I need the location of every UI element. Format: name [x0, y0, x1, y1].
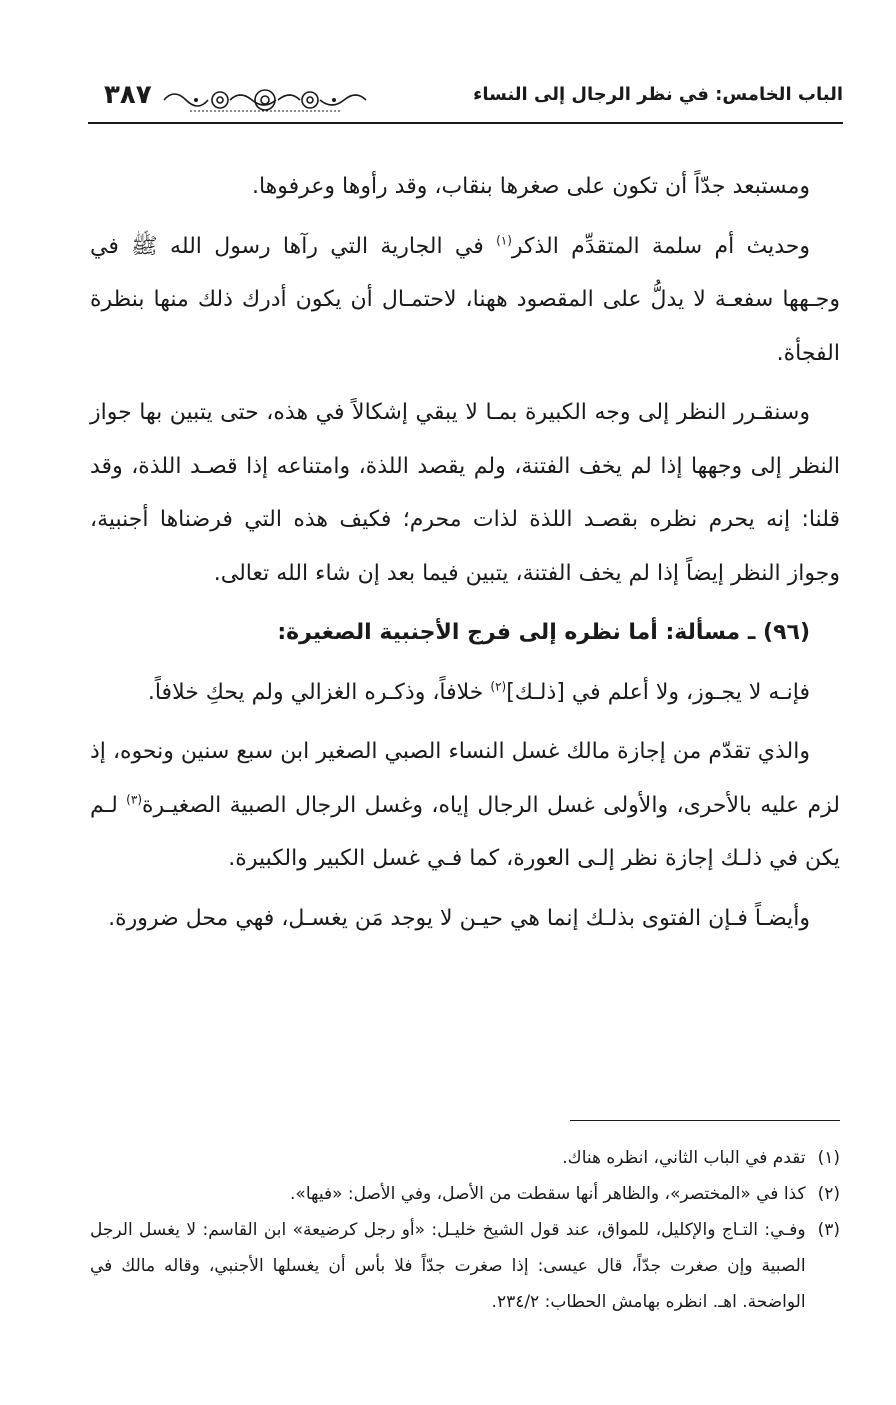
footnote-ref[interactable]: (٢) — [490, 679, 507, 694]
decorative-ornament-icon — [160, 86, 370, 114]
running-header — [88, 72, 843, 132]
footnote-number: (٣) — [817, 1220, 840, 1240]
footnote-text: تقدم في الباب الثاني، انظره هناك. — [562, 1148, 806, 1168]
chapter-title: الباب الخامس: في نظر الرجال إلى النساء — [473, 84, 843, 105]
footnote-text: كذا في «المختصر»، والظاهر أنها سقطت من الأصل، وفي الأصل: «فيها». — [290, 1184, 806, 1204]
footnotes — [90, 1140, 840, 1320]
footnote-item — [90, 1140, 840, 1176]
footnote-number: (١) — [817, 1148, 840, 1168]
paragraph: والذي تقدّم من إجازة مالك غسل النساء الصبي الصغير ابن سبع سنين ونحوه، إذ لزم عليه بالأحرى، والأولى غسل الرجال إياه، وغسل الرجال الصبية الصغيـرة$^{(٣)}$ لـم يكن في ذلـك إجازة نظر إلـى العورة، كما فـي غسل الكبير والكبيرة. — [90, 739, 840, 871]
header-divider — [88, 122, 843, 124]
footnote-number: (٢) — [817, 1184, 840, 1204]
footnote-item — [90, 1212, 840, 1320]
paragraph: فإنـه لا يجـوز، ولا أعلم في [ذلـك]$^{(٢)}$ خلافاً، وذكـره الغزالي ولم يحكِ خلافاً. — [147, 679, 810, 705]
main-text — [90, 160, 840, 951]
page-number: ٣٨٧ — [104, 80, 152, 110]
footnote-divider — [570, 1120, 840, 1121]
paragraph: وأيضـاً فـإن الفتوى بذلـك إنما هي حيـن لا يوجد مَن يغسـل، فهي محل ضرورة. — [108, 905, 810, 931]
paragraph: وحديث أم سلمة المتقدِّم الذكر$^{(١)}$ في الجارية التي رآها رسول الله ﷺ في وجـهها سفعـة لا يدلُّ على المقصود ههنا، لاحتمـال أن يكون أدرك ذلك منها بنظرة الفجأة. — [90, 233, 840, 366]
paragraph: وسنقـرر النظر إلى وجه الكبيرة بمـا لا يبقي إشكالاً في هذه، حتى يتبين بها جواز النظر إلى وجهها إذا لم يخف الفتنة، ولم يقصد اللذة، وامتناعه إذا قصـد اللذة، وقد قلنا: إنه يحرم نظره بقصـد اللذة لذات محرم؛ فكيف هذه التي فرضناها أجنبية، وجواز النظر إيضاً إذا لم يخف الفتنة، يتبين فيما بعد إن شاء الله تعالى. — [90, 400, 840, 586]
section-heading: (٩٦) ـ مسألة: أما نظره إلى فرج الأجنبية الصغيرة: — [277, 620, 810, 645]
footnote-ref[interactable]: (٣) — [126, 792, 142, 807]
footnote-item — [90, 1176, 840, 1212]
footnote-ref[interactable]: (١) — [496, 233, 512, 248]
footnote-text: وفـي: التـاج والإكليل، للمواق، عند قول الشيخ خليـل: «أو رجل كرضيعة» ابن القاسم: لا يغسل الرجل الصبية وإن صغرت جدّاً، قال عيسى: إذا صغرت جدّاً فلا بأس أن يغسلها الأجنبي، وقاله مالك في الواضحة. اهـ. انظره بهامش الحطاب: ٢٣٤/٢. — [90, 1220, 806, 1312]
paragraph: ومستبعد جدّاً أن تكون على صغرها بنقاب، وقد رأوها وعرفوها. — [251, 174, 810, 199]
